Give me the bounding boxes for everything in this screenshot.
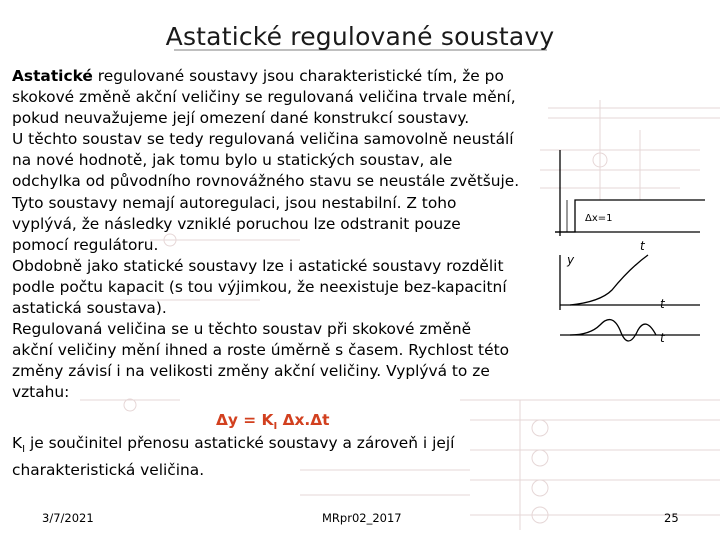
- t-label-top: t: [640, 239, 645, 253]
- body-line-7: Tyto soustavy nemají autoregulaci, jsou nestabilní. Z toho: [12, 193, 457, 212]
- explanation-line-2: charakteristická veličina.: [12, 461, 205, 480]
- explanation-line-1: [12, 433, 532, 460]
- body-line-3: pokud neuvažujeme její omezení dané konstrukcí soustavy.: [12, 109, 470, 128]
- formula-left: Δy = K: [216, 411, 274, 429]
- k-subscript: I: [22, 444, 26, 456]
- body-line-text: regulované soustavy jsou charakteristické tím, že po: [92, 67, 504, 85]
- t-label-bottom: t: [660, 331, 665, 345]
- explanation-text: [12, 433, 532, 481]
- footer-page-number: 25: [664, 511, 679, 525]
- body-line-2: skokové změně akční veličiny se regulovaná veličina trvale mění,: [12, 88, 516, 107]
- body-line-12: astatická soustava).: [12, 299, 167, 318]
- ramp-curve: [570, 255, 648, 305]
- body-line-15: změny závisí i na velikosti změny akční veličiny. Vyplývá to ze: [12, 362, 490, 381]
- t-label-mid: t: [660, 297, 665, 311]
- explanation-rest: je součinitel přenosu astatické soustavy a zároveň i její: [25, 434, 455, 452]
- formula: [216, 411, 330, 432]
- body-line-1: [12, 66, 532, 87]
- body-line-6: odchylka od původního rovnovážného stavu se neustále zvětšuje.: [12, 172, 520, 191]
- delta-x-label: Δx=1: [585, 213, 613, 224]
- ramp-response-graph: [560, 255, 700, 310]
- body-line-14: akční veličiny mění ihned a roste úměrně s časem. Rychlost této: [12, 341, 510, 360]
- step-curve: [555, 200, 705, 232]
- oscillation-graph: [560, 320, 700, 341]
- body-line-16: vztahu:: [12, 383, 70, 402]
- body-line-10: Obdobně jako statické soustavy lze i astatické soustavy rozdělit: [12, 256, 504, 275]
- oscillation-curve: [570, 320, 656, 341]
- body-bold-term: Astatické: [12, 67, 93, 85]
- y-label-mid: y: [567, 253, 575, 267]
- body-text: [12, 66, 532, 404]
- k-symbol: K: [12, 434, 23, 452]
- formula-right: Δx.Δt: [277, 411, 330, 429]
- footer-date: 3/7/2021: [42, 511, 94, 525]
- body-line-8: vyplývá, že následky vzniklé poruchou lze odstranit pouze: [12, 214, 461, 233]
- formula-subscript: I: [273, 421, 278, 433]
- body-line-9: pomocí regulátoru.: [12, 235, 159, 254]
- body-line-5: na nové hodnotě, jak tomu bylo u statických soustav, ale: [12, 151, 453, 170]
- body-line-13: Regulovaná veličina se u těchto soustav při skokové změně: [12, 320, 472, 339]
- footer-code: MRpr02_2017: [322, 511, 402, 525]
- step-input-graph: [555, 150, 705, 236]
- body-line-11: podle počtu kapacit (s tou výjimkou, že neexistuje bez-kapacitní: [12, 277, 507, 296]
- body-line-4: U těchto soustav se tedy regulovaná veličina samovolně neustálí: [12, 130, 514, 149]
- slide-title: Astatické regulované soustavy: [165, 22, 555, 51]
